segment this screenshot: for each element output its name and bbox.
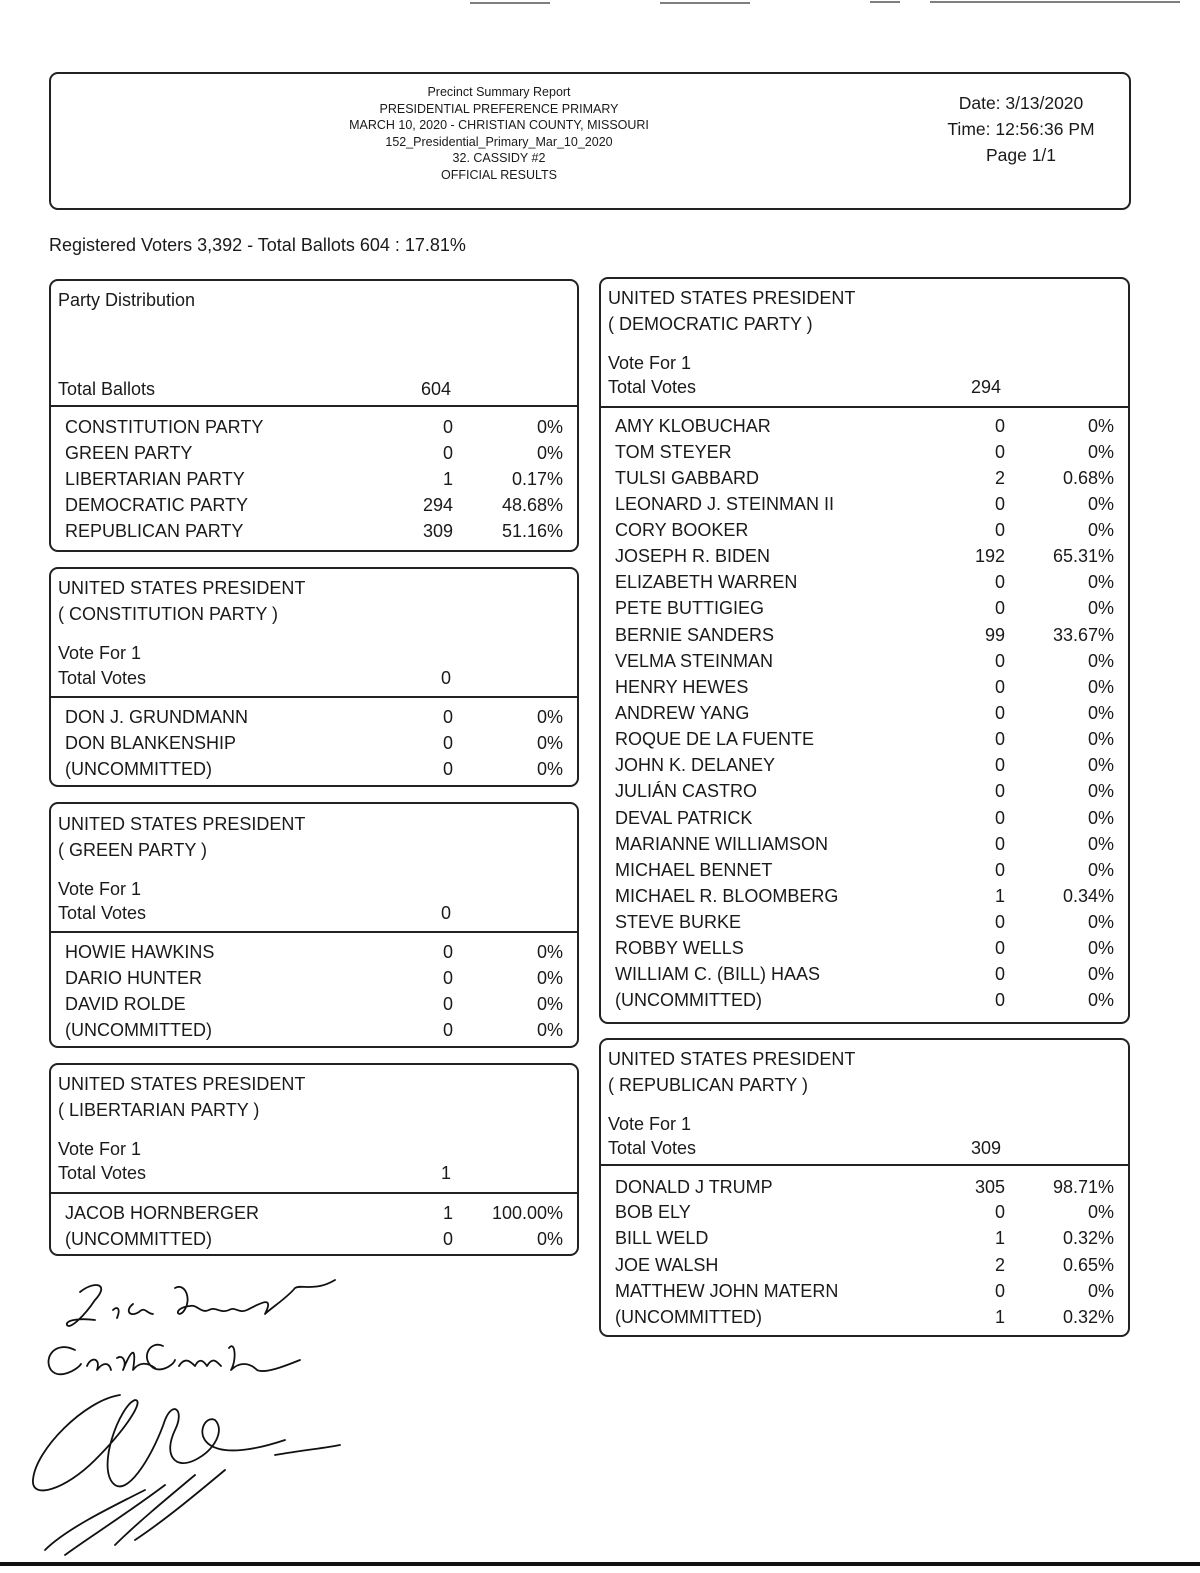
table-row: JOHN K. DELANEY 0 0%: [615, 755, 1114, 775]
table-row: GREEN PARTY 0 0%: [65, 443, 563, 463]
table-row: BOB ELY 0 0%: [615, 1202, 1114, 1222]
race-title: UNITED STATES PRESIDENT: [58, 1074, 306, 1094]
democratic-party-box: [599, 277, 1130, 1024]
table-row: (UNCOMMITTED) 0 0%: [65, 759, 563, 779]
election-file: 152_Presidential_Primary_Mar_10_2020: [385, 134, 613, 149]
table-row: TULSI GABBARD 2 0.68%: [615, 468, 1114, 488]
table-row: STEVE BURKE 0 0%: [615, 912, 1114, 932]
vote-for: Vote For 1: [608, 1114, 692, 1134]
report-title: Precinct Summary Report: [427, 85, 571, 99]
table-row: JACOB HORNBERGER 1 100.00%: [65, 1203, 563, 1223]
total-votes-label: Total Votes: [608, 377, 697, 397]
page-number: Page 1/1: [985, 145, 1057, 165]
vote-for: Vote For 1: [608, 353, 692, 373]
constitution-party-box: [49, 567, 579, 787]
signature-1: [67, 1280, 335, 1326]
party-subtitle: ( GREEN PARTY ): [58, 840, 208, 860]
party-subtitle: ( LIBERTARIAN PARTY ): [58, 1100, 260, 1120]
report-time: Time: 12:56:36 PM: [947, 119, 1095, 139]
table-row: DON BLANKENSHIP 0 0%: [65, 733, 563, 753]
total-ballots-label: Total Ballots: [58, 379, 156, 399]
table-row: BILL WELD 1 0.32%: [615, 1228, 1114, 1248]
table-row: (UNCOMMITTED) 1 0.32%: [615, 1307, 1114, 1327]
table-row: MICHAEL BENNET 0 0%: [615, 860, 1114, 880]
table-row: MARIANNE WILLIAMSON 0 0%: [615, 834, 1114, 854]
table-row: PETE BUTTIGIEG 0 0%: [615, 598, 1114, 618]
table-row: AMY KLOBUCHAR 0 0%: [615, 416, 1114, 436]
scan-artifact-marks: [280, 0, 1200, 6]
page-bottom-edge: [0, 1562, 1200, 1566]
table-row: WILLIAM C. (BILL) HAAS 0 0%: [615, 964, 1114, 984]
green-party-box: [49, 802, 579, 1048]
table-row: CONSTITUTION PARTY 0 0%: [65, 417, 563, 437]
report-date: Date: 3/13/2020: [958, 93, 1084, 113]
table-row: HENRY HEWES 0 0%: [615, 677, 1114, 697]
table-row: ROQUE DE LA FUENTE 0 0%: [615, 729, 1114, 749]
republican-rows: [601, 1164, 1128, 1335]
election-date-location: MARCH 10, 2020 - CHRISTIAN COUNTY, MISSOURI: [349, 118, 649, 132]
total-votes-value: 0: [440, 903, 451, 923]
libertarian-rows: [51, 1192, 577, 1254]
results-status: OFFICIAL RESULTS: [441, 167, 557, 182]
total-votes-value: 294: [970, 377, 1001, 397]
signature-2: [48, 1345, 300, 1375]
table-row: (UNCOMMITTED) 0 0%: [65, 1229, 563, 1249]
race-title: UNITED STATES PRESIDENT: [58, 814, 306, 834]
total-votes-value: 0: [440, 668, 451, 688]
table-row: TOM STEYER 0 0%: [615, 442, 1114, 462]
democratic-rows: [601, 406, 1128, 1022]
total-votes-label: Total Votes: [58, 903, 147, 923]
party-distribution-title: Party Distribution: [58, 290, 196, 310]
republican-party-box: [599, 1038, 1130, 1337]
table-row: DONALD J TRUMP 305 98.71%: [615, 1177, 1114, 1197]
party-subtitle: ( CONSTITUTION PARTY ): [58, 604, 279, 624]
table-row: DEVAL PATRICK 0 0%: [615, 808, 1114, 828]
table-row: LIBERTARIAN PARTY 1 0.17%: [65, 469, 563, 489]
table-row: DON J. GRUNDMANN 0 0%: [65, 707, 563, 727]
vote-for: Vote For 1: [58, 1139, 142, 1159]
race-title: UNITED STATES PRESIDENT: [58, 578, 306, 598]
table-row: MATTHEW JOHN MATERN 0 0%: [615, 1281, 1114, 1301]
race-title: UNITED STATES PRESIDENT: [608, 288, 856, 308]
table-row: VELMA STEINMAN 0 0%: [615, 651, 1114, 671]
party-subtitle: ( REPUBLICAN PARTY ): [608, 1075, 809, 1095]
party-distribution-box: [49, 279, 579, 552]
table-row: DAVID ROLDE 0 0%: [65, 994, 563, 1014]
table-row: REPUBLICAN PARTY 309 51.16%: [65, 521, 563, 541]
table-row: BERNIE SANDERS 99 33.67%: [615, 625, 1114, 645]
table-row: (UNCOMMITTED) 0 0%: [65, 1020, 563, 1040]
total-votes-label: Total Votes: [58, 1163, 147, 1183]
table-row: CORY BOOKER 0 0%: [615, 520, 1114, 540]
registered-voters-summary: Registered Voters 3,392 - Total Ballots 604 : 17.81%: [49, 235, 466, 255]
table-row: DEMOCRATIC PARTY 294 48.68%: [65, 495, 563, 515]
header-meta: [921, 90, 1121, 168]
header-titles: [301, 84, 697, 183]
table-row: ELIZABETH WARREN 0 0%: [615, 572, 1114, 592]
total-votes-label: Total Votes: [58, 668, 147, 688]
table-row: ROBBY WELLS 0 0%: [615, 938, 1114, 958]
party-subtitle: ( DEMOCRATIC PARTY ): [608, 314, 813, 334]
signature-3: [33, 1395, 340, 1555]
vote-for: Vote For 1: [58, 643, 142, 663]
table-row: DARIO HUNTER 0 0%: [65, 968, 563, 988]
table-row: JULIÁN CASTRO 0 0%: [615, 781, 1114, 801]
green-rows: [51, 931, 577, 1046]
libertarian-party-box: [49, 1063, 579, 1256]
total-votes-value: 1: [440, 1163, 451, 1183]
table-row: ANDREW YANG 0 0%: [615, 703, 1114, 723]
precinct-name: 32. CASSIDY #2: [452, 151, 546, 165]
vote-for: Vote For 1: [58, 879, 142, 899]
total-ballots-value: 604: [420, 379, 451, 399]
table-row: JOE WALSH 2 0.65%: [615, 1255, 1114, 1275]
total-votes-label: Total Votes: [608, 1138, 697, 1158]
constitution-rows: [51, 696, 577, 785]
race-title: UNITED STATES PRESIDENT: [608, 1049, 856, 1069]
table-row: LEONARD J. STEINMAN II 0 0%: [615, 494, 1114, 514]
table-row: (UNCOMMITTED) 0 0%: [615, 990, 1114, 1010]
party-distribution-rows: [51, 405, 577, 550]
election-name: PRESIDENTIAL PREFERENCE PRIMARY: [379, 101, 619, 116]
table-row: MICHAEL R. BLOOMBERG 1 0.34%: [615, 886, 1114, 906]
table-row: JOSEPH R. BIDEN 192 65.31%: [615, 546, 1114, 566]
table-row: HOWIE HAWKINS 0 0%: [65, 942, 563, 962]
total-votes-value: 309: [970, 1138, 1001, 1158]
signatures: [25, 1270, 345, 1560]
report-header: [49, 72, 1131, 210]
